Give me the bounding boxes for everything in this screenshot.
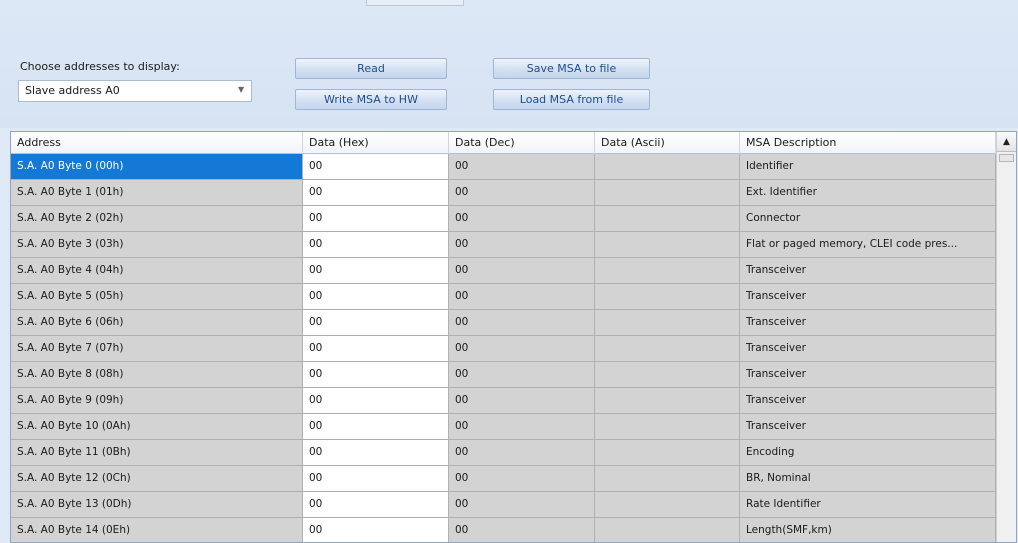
grid-header [11, 132, 996, 154]
read-button[interactable]: Read [295, 58, 447, 79]
table-row[interactable] [11, 518, 996, 543]
column-header-address[interactable]: Address [11, 132, 303, 154]
cell-hex[interactable]: 00 [303, 154, 449, 180]
cell-hex[interactable]: 00 [303, 362, 449, 388]
table-row[interactable] [11, 440, 996, 466]
cell-description: Ext. Identifier [740, 180, 996, 206]
address-select-value: Slave address A0 [25, 84, 120, 97]
cell-dec: 00 [449, 492, 595, 518]
cell-dec: 00 [449, 440, 595, 466]
choose-addresses-label: Choose addresses to display: [20, 60, 180, 73]
cell-hex[interactable]: 00 [303, 492, 449, 518]
cell-address: S.A. A0 Byte 7 (07h) [11, 336, 303, 362]
cell-ascii [595, 492, 740, 518]
cell-dec: 00 [449, 518, 595, 543]
cell-dec: 00 [449, 232, 595, 258]
column-header-ascii[interactable]: Data (Ascii) [595, 132, 740, 154]
cell-ascii [595, 154, 740, 180]
cell-ascii [595, 440, 740, 466]
table-row[interactable] [11, 284, 996, 310]
load-msa-button[interactable]: Load MSA from file [493, 89, 650, 110]
cell-dec: 00 [449, 284, 595, 310]
cell-description: Identifier [740, 154, 996, 180]
cell-hex[interactable]: 00 [303, 284, 449, 310]
cell-dec: 00 [449, 336, 595, 362]
cell-dec: 00 [449, 206, 595, 232]
column-header-dec[interactable]: Data (Dec) [449, 132, 595, 154]
column-header-hex[interactable]: Data (Hex) [303, 132, 449, 154]
cell-description: Length(SMF,km) [740, 518, 996, 543]
cell-ascii [595, 284, 740, 310]
cell-dec: 00 [449, 258, 595, 284]
table-row[interactable] [11, 336, 996, 362]
cell-ascii [595, 362, 740, 388]
cell-hex[interactable]: 00 [303, 180, 449, 206]
cell-hex[interactable]: 00 [303, 258, 449, 284]
cell-ascii [595, 466, 740, 492]
column-header-description[interactable]: MSA Description [740, 132, 996, 154]
cell-dec: 00 [449, 466, 595, 492]
cell-address: S.A. A0 Byte 8 (08h) [11, 362, 303, 388]
cell-description: Transceiver [740, 258, 996, 284]
cell-ascii [595, 232, 740, 258]
cell-address: S.A. A0 Byte 10 (0Ah) [11, 414, 303, 440]
cell-hex[interactable]: 00 [303, 232, 449, 258]
cell-hex[interactable]: 00 [303, 388, 449, 414]
table-row[interactable] [11, 154, 996, 180]
cell-hex[interactable]: 00 [303, 336, 449, 362]
cell-dec: 00 [449, 362, 595, 388]
save-msa-button[interactable]: Save MSA to file [493, 58, 650, 79]
cell-ascii [595, 206, 740, 232]
cell-description: Encoding [740, 440, 996, 466]
table-row[interactable] [11, 362, 996, 388]
cell-address: S.A. A0 Byte 13 (0Dh) [11, 492, 303, 518]
cell-ascii [595, 310, 740, 336]
cell-description: Transceiver [740, 362, 996, 388]
scrollbar-thumb[interactable] [999, 154, 1014, 162]
toolbar-panel [0, 0, 1018, 128]
msa-data-grid[interactable] [10, 131, 1017, 543]
cell-ascii [595, 258, 740, 284]
cell-ascii [595, 180, 740, 206]
table-row[interactable] [11, 310, 996, 336]
cell-address: S.A. A0 Byte 11 (0Bh) [11, 440, 303, 466]
table-row[interactable] [11, 180, 996, 206]
cell-address: S.A. A0 Byte 2 (02h) [11, 206, 303, 232]
cell-description: Flat or paged memory, CLEI code pres... [740, 232, 996, 258]
vertical-scrollbar[interactable] [996, 132, 1016, 542]
cell-address: S.A. A0 Byte 12 (0Ch) [11, 466, 303, 492]
cell-ascii [595, 388, 740, 414]
cell-description: Rate Identifier [740, 492, 996, 518]
table-row[interactable] [11, 414, 996, 440]
cell-dec: 00 [449, 388, 595, 414]
cell-address: S.A. A0 Byte 9 (09h) [11, 388, 303, 414]
table-row[interactable] [11, 388, 996, 414]
tab-strip-edge [366, 0, 464, 6]
cell-address: S.A. A0 Byte 5 (05h) [11, 284, 303, 310]
cell-address: S.A. A0 Byte 14 (0Eh) [11, 518, 303, 543]
cell-dec: 00 [449, 414, 595, 440]
cell-address: S.A. A0 Byte 1 (01h) [11, 180, 303, 206]
cell-address: S.A. A0 Byte 3 (03h) [11, 232, 303, 258]
cell-address: S.A. A0 Byte 0 (00h) [11, 154, 303, 180]
cell-dec: 00 [449, 154, 595, 180]
cell-description: Transceiver [740, 310, 996, 336]
cell-description: Transceiver [740, 414, 996, 440]
cell-dec: 00 [449, 310, 595, 336]
cell-ascii [595, 414, 740, 440]
cell-description: Transceiver [740, 284, 996, 310]
cell-address: S.A. A0 Byte 4 (04h) [11, 258, 303, 284]
cell-address: S.A. A0 Byte 6 (06h) [11, 310, 303, 336]
cell-hex[interactable]: 00 [303, 466, 449, 492]
table-row[interactable] [11, 492, 996, 518]
chevron-down-icon: ▼ [238, 85, 245, 94]
cell-description: BR, Nominal [740, 466, 996, 492]
table-row[interactable] [11, 232, 996, 258]
cell-description: Connector [740, 206, 996, 232]
table-row[interactable] [11, 466, 996, 492]
cell-hex[interactable]: 00 [303, 518, 449, 543]
cell-description: Transceiver [740, 388, 996, 414]
table-row[interactable] [11, 206, 996, 232]
cell-ascii [595, 336, 740, 362]
write-msa-button[interactable]: Write MSA to HW [295, 89, 447, 110]
cell-hex[interactable]: 00 [303, 206, 449, 232]
cell-ascii [595, 518, 740, 543]
cell-dec: 00 [449, 180, 595, 206]
table-row[interactable] [11, 258, 996, 284]
address-select[interactable] [18, 80, 252, 102]
cell-hex[interactable]: 00 [303, 310, 449, 336]
arrow-up-icon[interactable]: ▲ [997, 132, 1016, 152]
cell-description: Transceiver [740, 336, 996, 362]
cell-hex[interactable]: 00 [303, 440, 449, 466]
cell-hex[interactable]: 00 [303, 414, 449, 440]
